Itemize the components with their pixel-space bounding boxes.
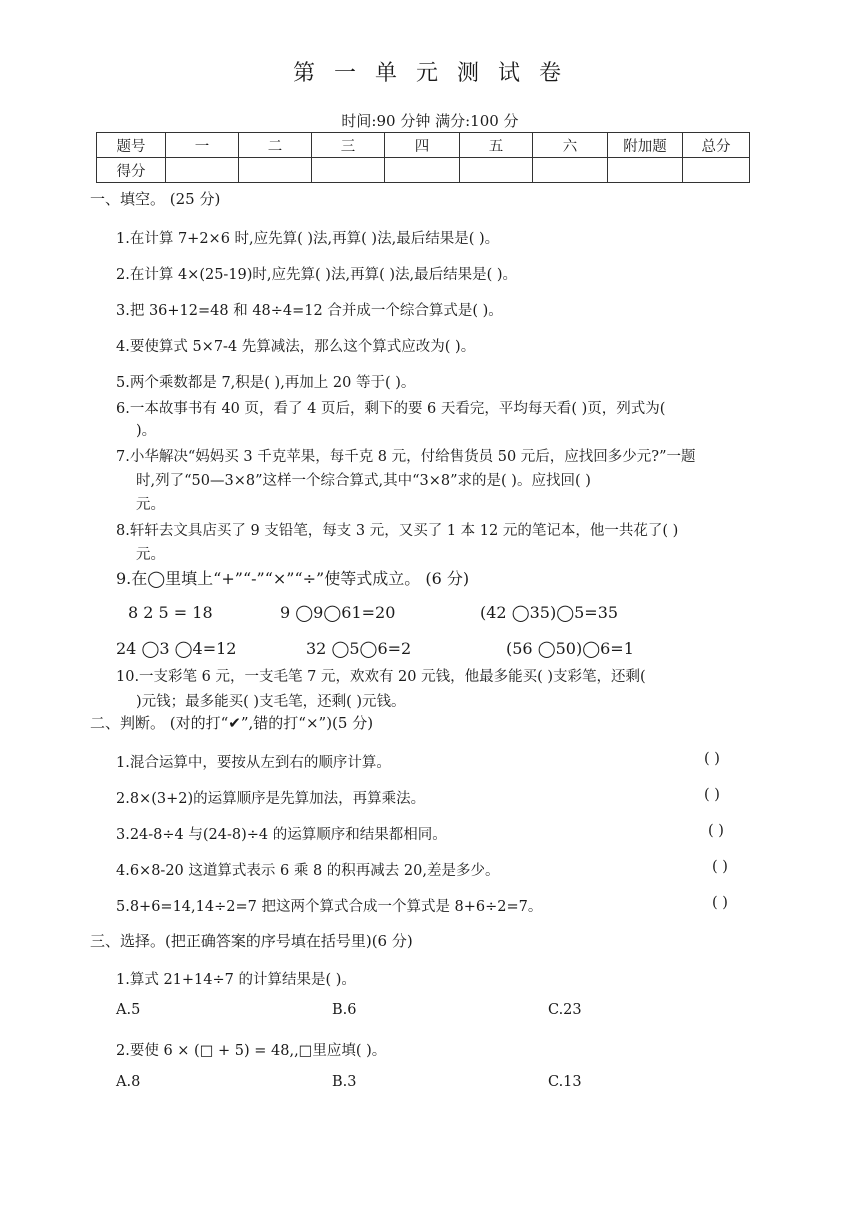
choice-option-b[interactable]: B.3 [332,1074,357,1090]
equation-2: 9 ◯9◯61=20 [280,603,396,622]
judge-answer-3[interactable]: ( ) [708,823,724,839]
judge-item-1: 1.混合运算中，要按从左到右的顺序计算。 [116,755,391,771]
equation-1: 8 2 5 = 18 [128,603,213,622]
fill-question-8-line-2: 元。 [136,547,165,563]
score-input-cell[interactable] [608,158,683,183]
fill-question-10-line-1: 10.一支彩笔 6 元，一支毛笔 7 元，欢欢有 20 元钱，他最多能买( )支彩笔，还剩( [116,669,646,685]
choice-option-a[interactable]: A.8 [116,1074,141,1090]
score-table-cell: 六 [533,133,608,158]
score-table-header-row [97,133,750,158]
fill-question-7-line-2: 时,列了“50—3×8”这样一个综合算式,其中“3×8”求的是( )。应找回( ) [136,473,591,489]
score-input-cell[interactable] [460,158,533,183]
choice-question-1: 1.算式 21+14÷7 的计算结果是( )。 [116,972,356,988]
choice-option-b[interactable]: B.6 [332,1002,357,1018]
score-input-cell[interactable] [166,158,239,183]
score-input-cell[interactable] [239,158,312,183]
fill-question-1: 1.在计算 7+2×6 时,应先算( )法,再算( )法,最后结果是( )。 [116,231,500,247]
fill-question-7-line-1: 7.小华解决“妈妈买 3 千克苹果，每千克 8 元，付给售货员 50 元后，应找回多少元?”一题 [116,449,696,465]
score-table [96,132,750,183]
score-table-cell: 四 [385,133,460,158]
equation-3: (42 ◯35)◯5=35 [480,603,619,622]
fill-question-8-line-1: 8.轩轩去文具店买了 9 支铅笔，每支 3 元，又买了 1 本 12 元的笔记本，他一共花了( ) [116,523,679,539]
fill-question-2: 2.在计算 4×(25-19)时,应先算( )法,再算( )法,最后结果是( )。 [116,267,518,283]
score-input-cell[interactable] [385,158,460,183]
fill-question-10-line-2: )元钱；最多能买( )支毛笔，还剩( )元钱。 [136,694,406,710]
choice-question-2: 2.要使 6 × (□ + 5) = 48,,□里应填( )。 [116,1043,387,1059]
score-table-cell: 一 [166,133,239,158]
section-3-heading: 三、选择。(把正确答案的序号填在括号里)(6 分) [90,932,413,950]
page-title: 第 一 单 元 测 试 卷 [293,61,567,86]
judge-item-5: 5.8+6=14,14÷2=7 把这两个算式合成一个算式是 8+6÷2=7。 [116,899,543,915]
judge-answer-1[interactable]: ( ) [704,751,720,767]
score-table-cell: 题号 [97,133,166,158]
equation-4: 24 ◯3 ◯4=12 [116,639,237,658]
score-table-cell: 五 [460,133,533,158]
score-table-cell: 附加题 [608,133,683,158]
choice-option-c[interactable]: C.23 [548,1002,582,1018]
fill-question-6-line-2: )。 [136,423,157,439]
judge-item-2: 2.8×(3+2)的运算顺序是先算加法，再算乘法。 [116,791,426,807]
judge-item-4: 4.6×8-20 这道算式表示 6 乘 8 的积再减去 20,差是多少。 [116,863,500,879]
section-2-heading: 二、判断。 (对的打“✔”,错的打“×”)(5 分) [90,714,374,732]
score-input-cell[interactable] [683,158,750,183]
judge-answer-2[interactable]: ( ) [704,787,720,803]
choice-option-a[interactable]: A.5 [116,1002,141,1018]
fill-question-3: 3.把 36+12=48 和 48÷4=12 合并成一个综合算式是( )。 [116,303,503,319]
score-input-cell[interactable] [312,158,385,183]
fill-question-6-line-1: 6.一本故事书有 40 页，看了 4 页后，剩下的要 6 天看完，平均每天看( )页，列式为( [116,401,666,417]
judge-answer-4[interactable]: ( ) [712,859,728,875]
choice-option-c[interactable]: C.13 [548,1074,582,1090]
exam-meta: 时间:90 分钟 满分:100 分 [341,112,519,130]
score-table-score-row [97,158,750,183]
score-table-cell: 得分 [97,158,166,183]
judge-answer-5[interactable]: ( ) [712,895,728,911]
score-table-cell: 二 [239,133,312,158]
fill-question-5: 5.两个乘数都是 7,积是( ),再加上 20 等于( )。 [116,375,416,391]
fill-question-7-line-3: 元。 [136,497,165,513]
score-table-cell: 三 [312,133,385,158]
equation-6: (56 ◯50)◯6=1 [506,639,634,658]
score-input-cell[interactable] [533,158,608,183]
fill-question-9-heading: 9.在◯里填上“+”“-”“×”“÷”使等式成立。 (6 分) [116,569,470,588]
equation-5: 32 ◯5◯6=2 [306,639,412,658]
section-1-heading: 一、填空。 (25 分) [90,190,221,208]
fill-question-4: 4.要使算式 5×7-4 先算减法，那么这个算式应改为( )。 [116,339,476,355]
judge-item-3: 3.24-8÷4 与(24-8)÷4 的运算顺序和结果都相同。 [116,827,447,843]
score-table-cell: 总分 [683,133,750,158]
